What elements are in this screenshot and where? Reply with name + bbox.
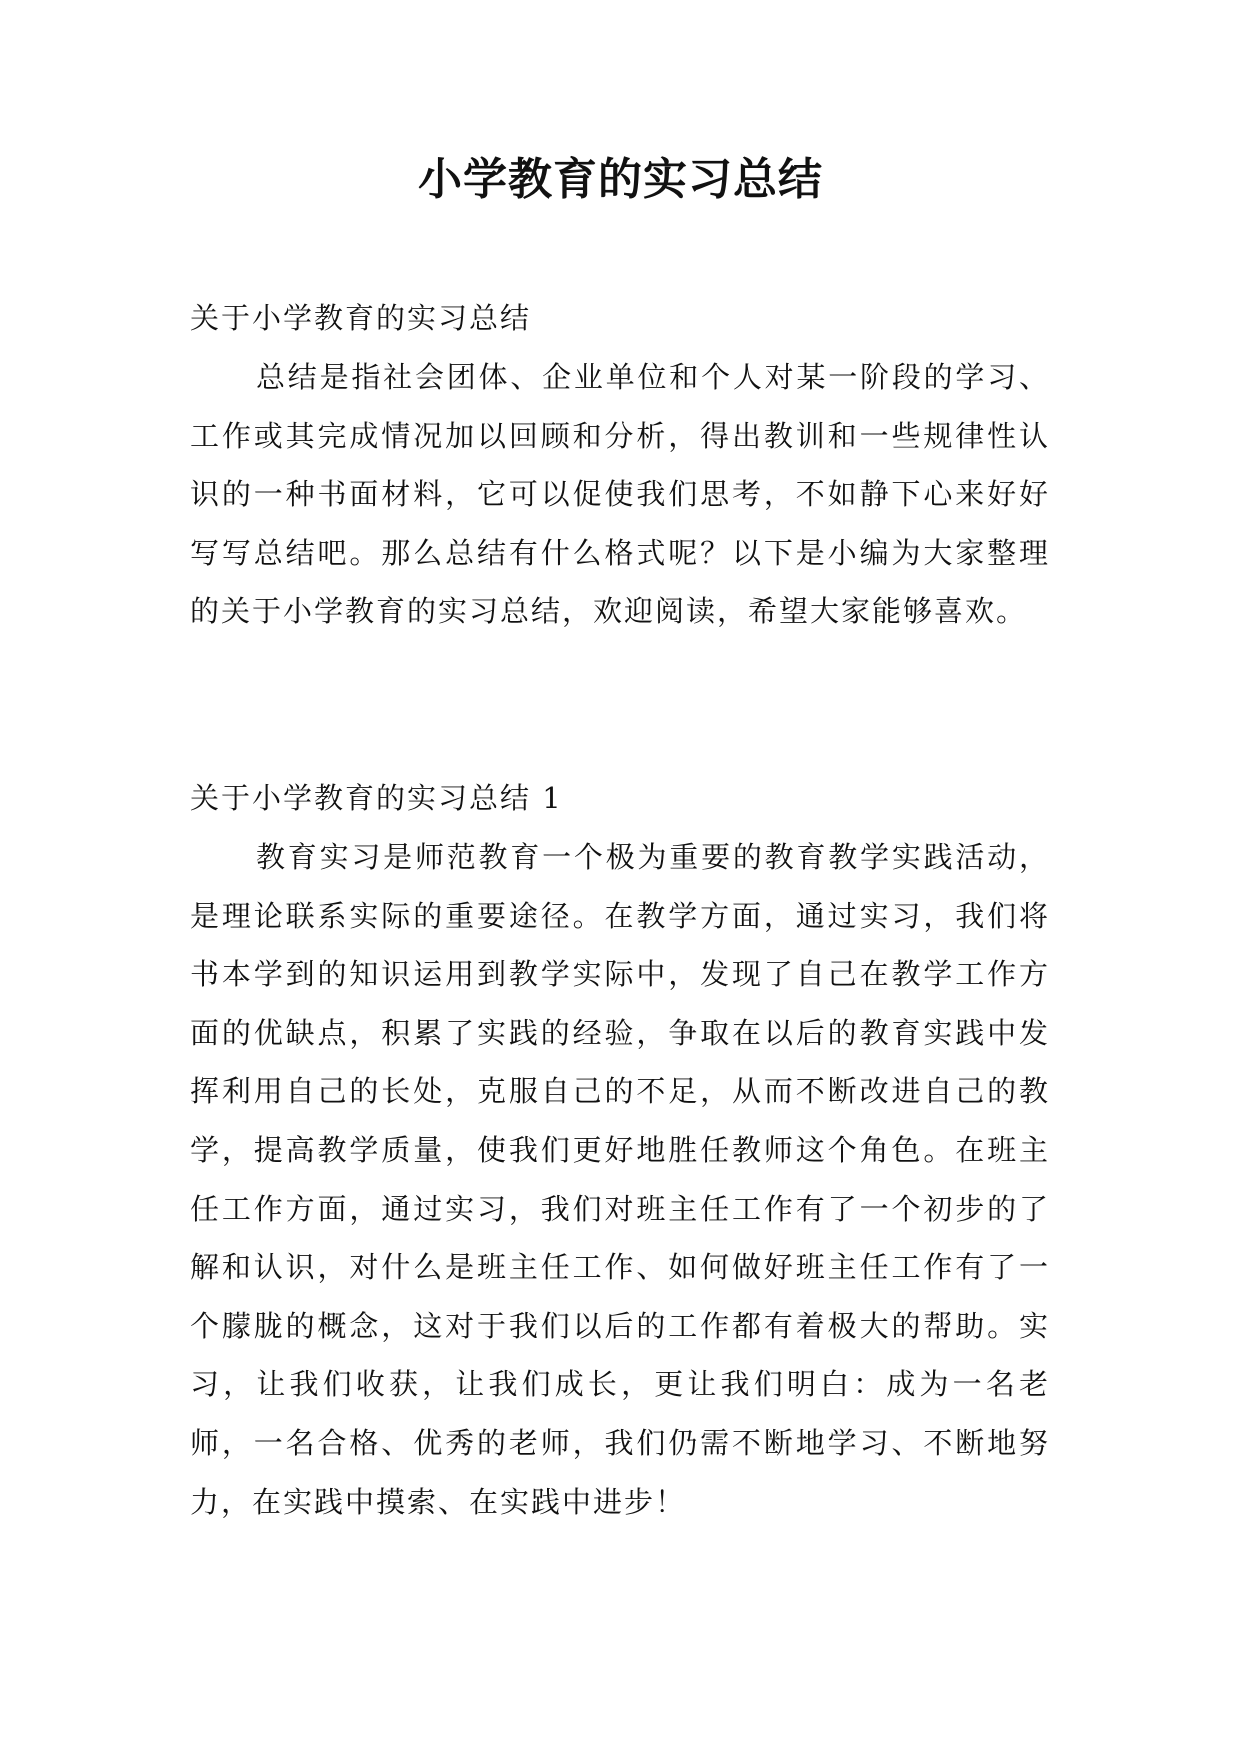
- section-1-heading: 关于小学教育的实习总结 1: [190, 781, 563, 815]
- intro-paragraph: 总结是指社会团体、企业单位和个人对某一阶段的学习、工作或其完成情况加以回顾和分析，得出教训和一些规律性认识的一种书面材料，它可以促使我们思考，不如静下心来好好写写总结吧。那么总结有什么格式呢？以下是小编为大家整理的关于小学教育的实习总结，欢迎阅读，希望大家能够喜欢。: [190, 360, 1050, 629]
- intro-section: [190, 288, 1050, 641]
- summary-section-1: [190, 768, 1050, 1531]
- document-title: 小学教育的实习总结: [418, 154, 823, 205]
- intro-heading: 关于小学教育的实习总结: [190, 301, 532, 335]
- section-1-paragraph: 教育实习是师范教育一个极为重要的教育教学实践活动，是理论联系实际的重要途径。在教学方面，通过实习，我们将书本学到的知识运用到教学实际中，发现了自己在教学工作方面的优缺点，积累了实践的经验，争取在以后的教育实践中发挥利用自己的长处，克服自己的不足，从而不断改进自己的教学，提高教学质量，使我们更好地胜任教师这个角色。在班主任工作方面，通过实习，我们对班主任工作有了一个初步的了解和认识，对什么是班主任工作、如何做好班主任工作有了一个朦胧的概念，这对于我们以后的工作都有着极大的帮助。实习，让我们收获，让我们成长，更让我们明白：成为一名老师，一名合格、优秀的老师，我们仍需不断地学习、不断地努力，在实践中摸索、在实践中进步！: [190, 840, 1050, 1519]
